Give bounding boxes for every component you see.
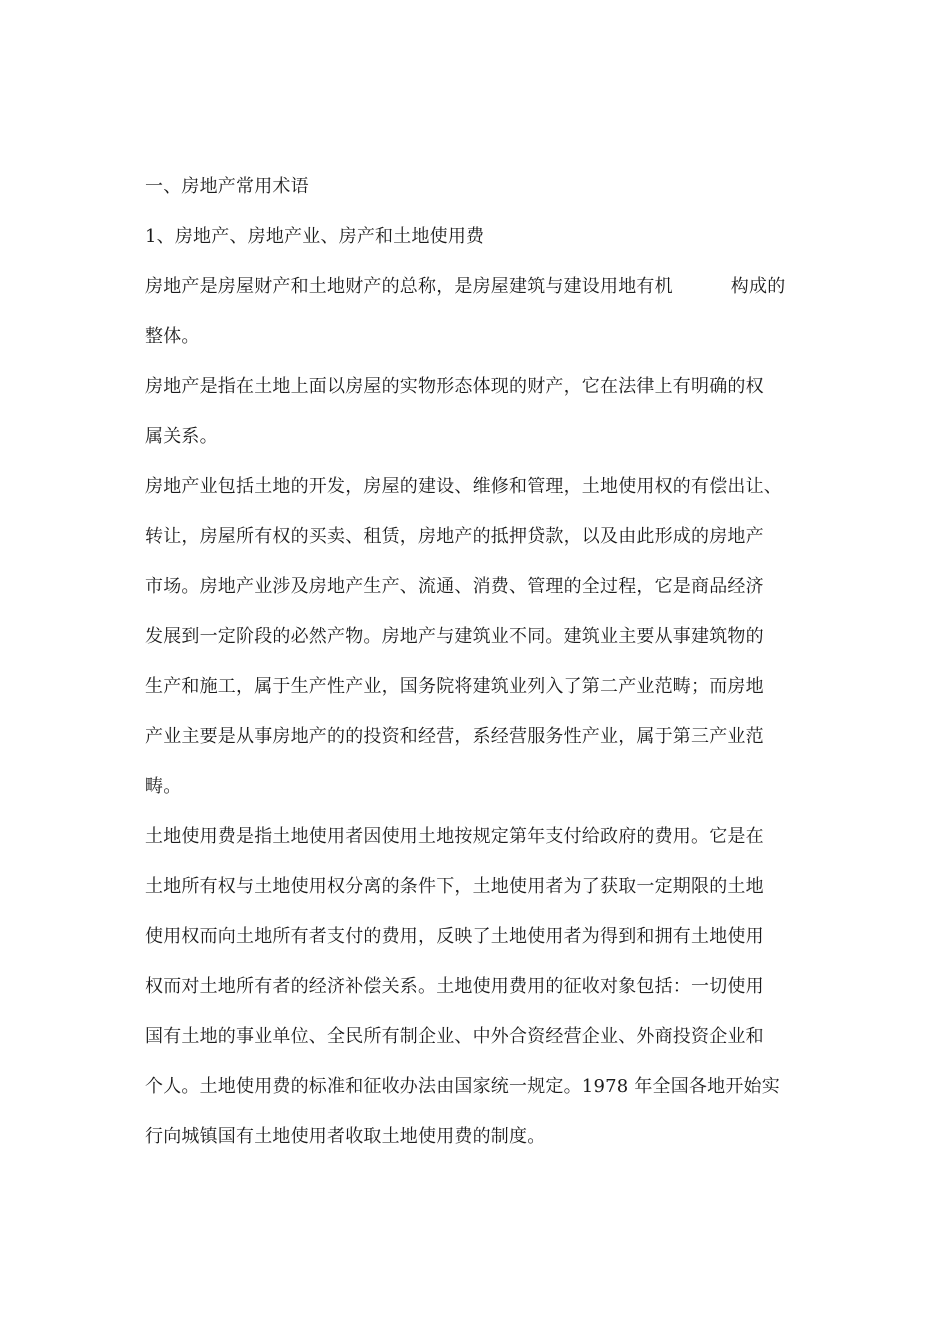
paragraph-3-line-5: 生产和施工，属于生产性产业，国务院将建筑业列入了第二产业范畴；而房地 (145, 676, 764, 697)
paragraph-1-line-2: 整体。 (145, 326, 200, 347)
paragraph-2-line-2: 属关系。 (145, 426, 218, 447)
paragraph-3-line-3: 市场。房地产业涉及房地产生产、流通、消费、管理的全过程，它是商品经济 (145, 576, 764, 597)
paragraph-3-line-1: 房地产业包括土地的开发，房屋的建设、维修和管理，土地使用权的有偿出让、 (145, 476, 782, 497)
subsection-heading: 1、房地产、房地产业、房产和土地使用费 (145, 226, 485, 247)
paragraph-4-line-6: 个人。土地使用费的标准和征收办法由国家统一规定。1978 年全国各地开始实 (145, 1076, 780, 1097)
paragraph-4-line-5: 国有土地的事业单位、全民所有制企业、中外合资经营企业、外商投资企业和 (145, 1026, 764, 1047)
document-body (145, 174, 825, 1149)
paragraph-3-line-4: 发展到一定阶段的必然产物。房地产与建筑业不同。建筑业主要从事建筑物的 (145, 626, 764, 647)
paragraph-3-line-2: 转让，房屋所有权的买卖、租赁，房地产的抵押贷款，以及由此形成的房地产 (145, 526, 764, 547)
paragraph-3-line-7: 畴。 (145, 776, 182, 797)
paragraph-2-line-1: 房地产是指在土地上面以房屋的实物形态体现的财产，它在法律上有明确的权 (145, 376, 764, 397)
paragraph-4-line-7: 行向城镇国有土地使用者收取土地使用费的制度。 (145, 1126, 546, 1147)
paragraph-4-line-2: 土地所有权与土地使用权分离的条件下，土地使用者为了获取一定期限的土地 (145, 876, 764, 897)
paragraph-1-line-1: 房地产是房屋财产和土地财产的总称，是房屋建筑与建设用地有机 构成的 (145, 276, 786, 297)
paragraph-4-line-3: 使用权而向土地所有者支付的费用，反映了土地使用者为得到和拥有土地使用 (145, 926, 764, 947)
paragraph-4-line-1: 土地使用费是指土地使用者因使用土地按规定第年支付给政府的费用。它是在 (145, 826, 764, 847)
section-heading: 一、房地产常用术语 (145, 176, 309, 197)
paragraph-3-line-6: 产业主要是从事房地产的的投资和经营，系经营服务性产业，属于第三产业范 (145, 726, 764, 747)
paragraph-4-line-4: 权而对土地所有者的经济补偿关系。土地使用费用的征收对象包括：一切使用 (145, 976, 764, 997)
